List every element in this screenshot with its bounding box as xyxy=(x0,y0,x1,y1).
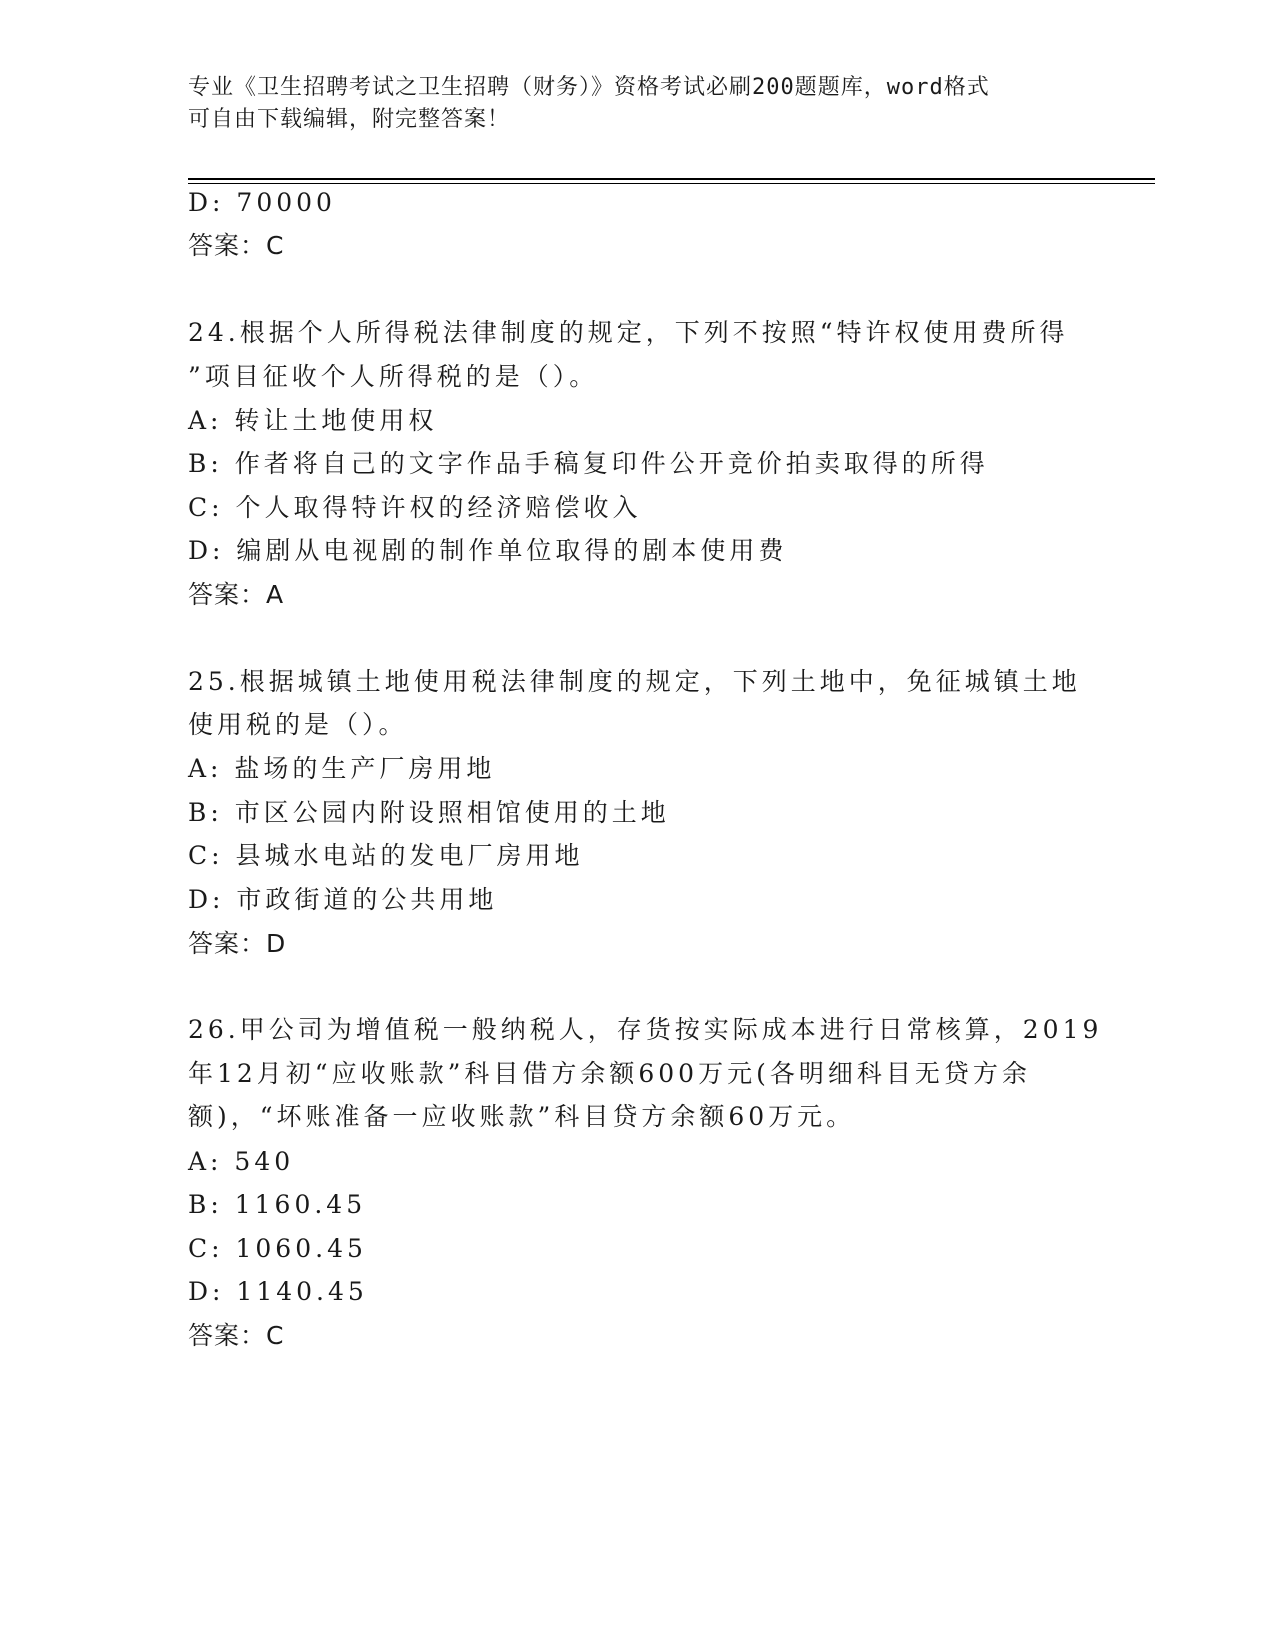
q25-answer: 答案：D xyxy=(188,929,287,958)
q26-answer: 答案：C xyxy=(188,1321,285,1350)
header-rule-thin xyxy=(188,183,1155,184)
q24-stem-line-2: ”项目征收个人所得税的是（）。 xyxy=(188,362,599,391)
q24-option-d: D: 编剧从电视剧的制作单位取得的剧本使用费 xyxy=(188,536,788,565)
q24-answer: 答案：A xyxy=(188,580,285,609)
q26-option-a: A: 540 xyxy=(188,1147,295,1176)
q26-stem-line-1: 26.甲公司为增值税一般纳税人，存货按实际成本进行日常核算，2019 xyxy=(188,1015,1103,1044)
q24-option-c: C: 个人取得特许权的经济赔偿收入 xyxy=(188,493,642,522)
q25-option-a: A: 盐场的生产厂房用地 xyxy=(188,754,496,783)
q26-stem-line-3: 额)，“坏账准备一应收账款”科目贷方余额60万元。 xyxy=(188,1102,856,1131)
header-line-1: 专业《卫生招聘考试之卫生招聘（财务）》资格考试必刷200题题库，word格式 xyxy=(188,75,990,100)
q25-option-d: D: 市政街道的公共用地 xyxy=(188,885,498,914)
header-line-2: 可自由下载编辑，附完整答案！ xyxy=(188,107,511,132)
q24-option-a: A: 转让土地使用权 xyxy=(188,406,438,435)
q24-stem-line-1: 24.根据个人所得税法律制度的规定，下列不按照“特许权使用费所得 xyxy=(188,318,1069,347)
prev-answer: 答案：C xyxy=(188,231,285,260)
q25-option-c: C: 县城水电站的发电厂房用地 xyxy=(188,841,584,870)
document-header xyxy=(188,72,1068,136)
header-rule-thick xyxy=(188,178,1155,180)
q26-option-c: C: 1060.45 xyxy=(188,1234,367,1263)
q26-option-d: D: 1140.45 xyxy=(188,1277,368,1306)
q26-stem-line-2: 年12月初“应收账款”科目借方余额600万元(各明细科目无贷方余 xyxy=(188,1059,1031,1088)
q25-option-b: B: 市区公园内附设照相馆使用的土地 xyxy=(188,798,670,827)
q25-stem-line-2: 使用税的是（）。 xyxy=(188,710,408,739)
prev-option-d: D: 70000 xyxy=(188,188,336,217)
q24-option-b: B: 作者将自己的文字作品手稿复印件公开竞价拍卖取得的所得 xyxy=(188,449,989,478)
q26-option-b: B: 1160.45 xyxy=(188,1190,367,1219)
q25-stem-line-1: 25.根据城镇土地使用税法律制度的规定，下列土地中，免征城镇土地 xyxy=(188,667,1081,696)
